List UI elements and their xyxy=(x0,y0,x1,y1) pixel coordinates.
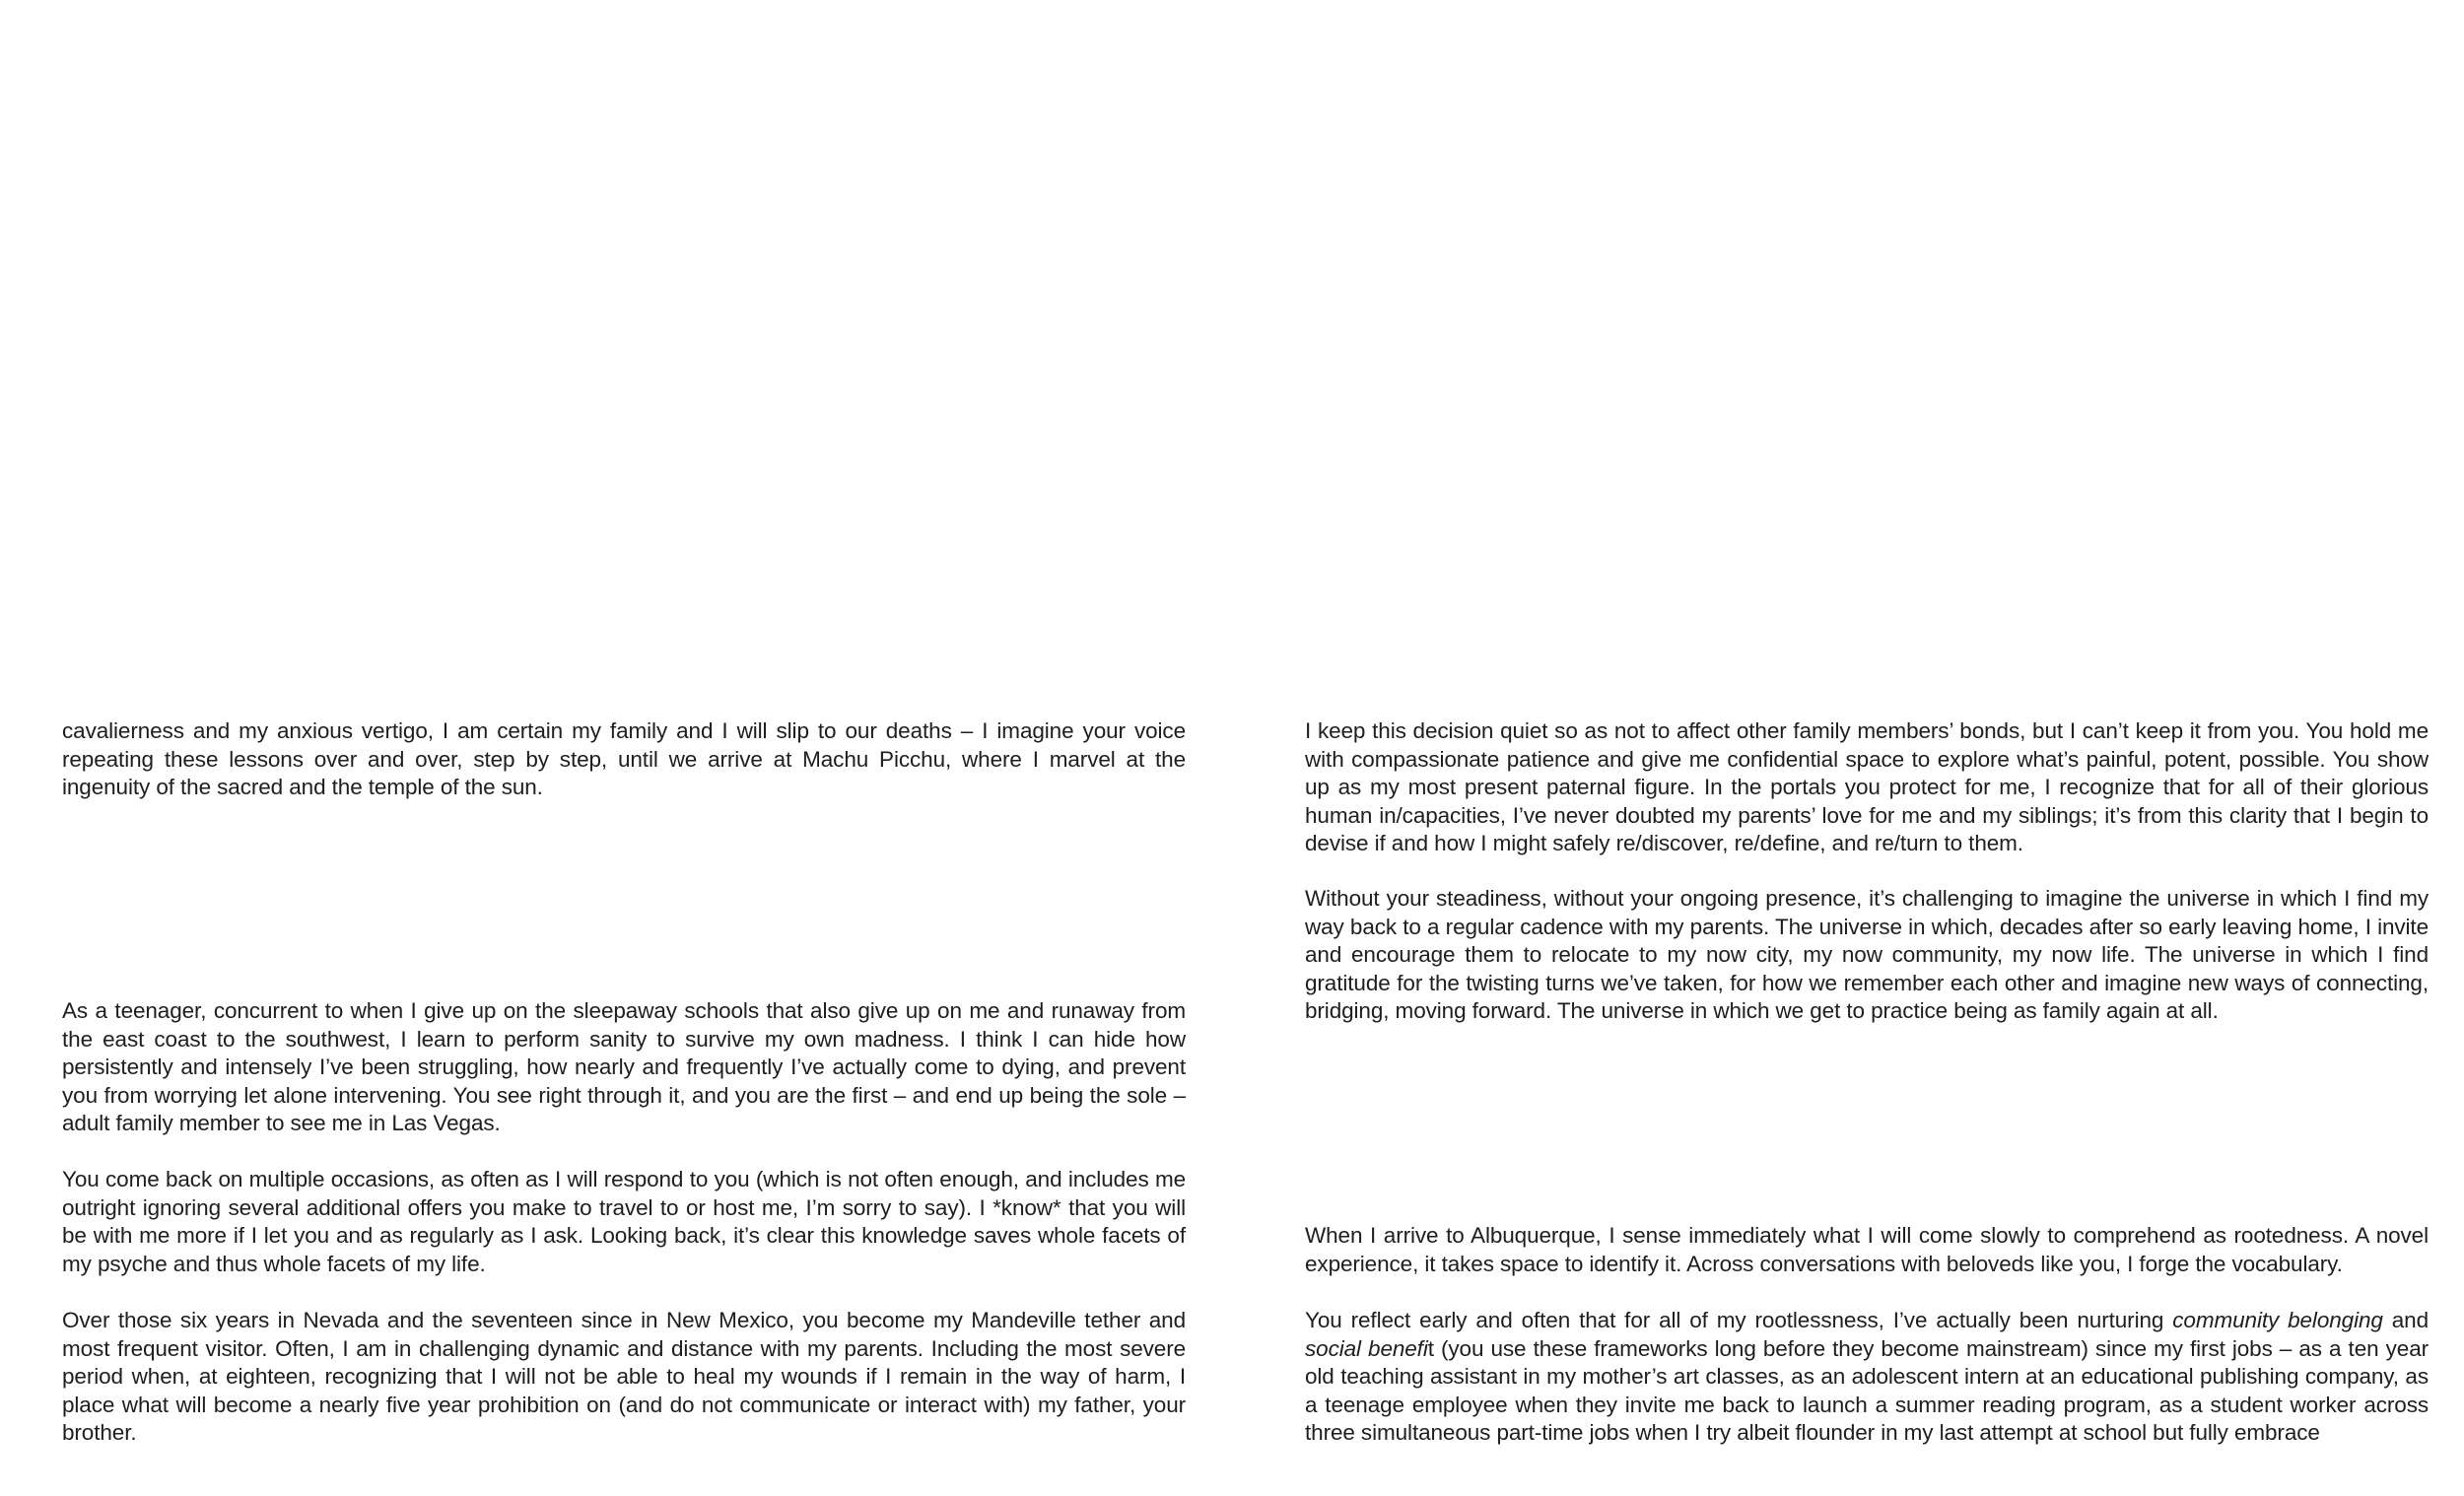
paragraph: You come back on multiple occasions, as often as I will respond to you (which is not often enough, and includes me outright ignoring several additional offers you make to travel to or host me, I’m sorry to say). I *know* that you will be with me more if I let you and as regularly as I ask. Looking back, it’s clear this knowledge saves whole facets of my psyche and thus whole facets of my life. xyxy=(62,1167,1186,1276)
paragraph: I keep this decision quiet so as not to affect other family members’ bonds, but I can’t keep it from you. You hold me with compassionate patience and give me confidential space to explore what’s painful, potent, possible. You show up as my most present paternal figure. In the portals you protect for me, I recognize that for all of their glorious human in/capacities, I’ve never doubted my parents’ love for me and my siblings; it’s from this clarity that I begin to devise if and how I might safely re/discover, re/define, and re/turn to them. xyxy=(1305,718,2429,855)
paragraph: As a teenager, concurrent to when I give up on the sleepaway schools that also give up on me and runaway from the east coast to the southwest, I learn to perform sanity to survive my own madness. I think I can hide how persistently and intensely I’ve been struggling, how nearly and frequently I’ve actually come to dying, and prevent you from worrying let alone intervening. You see right through it, and you are the first – and end up being the sole – adult family member to see me in Las Vegas. xyxy=(62,998,1186,1135)
paragraph: When I arrive to Albuquerque, I sense immediately what I will come slowly to comprehend as rootedness. A novel experience, it takes space to identify it. Across conversations with beloveds like you, I forge the vocabulary. xyxy=(1305,1223,2429,1276)
emphasis-text: community belonging xyxy=(2172,1308,2383,1332)
paragraph: Without your steadiness, without your ongoing presence, it’s challenging to imagine the universe in which I find my way back to a regular cadence with my parents. The universe in which, decades after so early leaving home, I invite and encourage them to relocate to my now city, my now community, my now life. The universe in which I find gratitude for the twisting turns we’ve taken, for how we remember each other and imagine new ways of connecting, bridging, moving forward. The universe in which we get to practice being as family again at all. xyxy=(1305,886,2429,1023)
paragraph: cavalierness and my anxious vertigo, I am certain my family and I will slip to our deaths – I imagine your voice repeating these lessons over and over, step by step, until we arrive at Machu Picchu, where I marvel at the ingenuity of the sacred and the temple of the sun. xyxy=(62,718,1186,799)
paragraph-text: You reflect early and often that for all of my rootlessness, I’ve actually been nurturing xyxy=(1305,1308,2173,1332)
paragraph-with-emphasis xyxy=(1305,1307,2429,1448)
paragraph: Over those six years in Nevada and the seventeen since in New Mexico, you become my Mandeville tether and most frequent visitor. Often, I am in challenging dynamic and distance with my parents. Including the most severe period when, at eighteen, recognizing that I will not be able to heal my wounds if I remain in the way of harm, I place what will become a nearly five year prohibition on (and do not communicate or interact with) my father, your brother. xyxy=(62,1308,1186,1445)
paragraph-text: and xyxy=(2382,1308,2429,1332)
paragraph-text: t (you use these frameworks long before they become mainstream) since my first jobs – as a ten year old teaching assistant in my mother’s art classes, as an adolescent intern at an educational publishing company, as a teenage employee when they invite me back to launch a summer reading program, as a student worker across three simultaneous part-time jobs when I try albeit flounder in my last attempt at school but fully embrace xyxy=(1305,1335,2430,1445)
emphasis-text: social benefi xyxy=(1305,1335,1428,1361)
